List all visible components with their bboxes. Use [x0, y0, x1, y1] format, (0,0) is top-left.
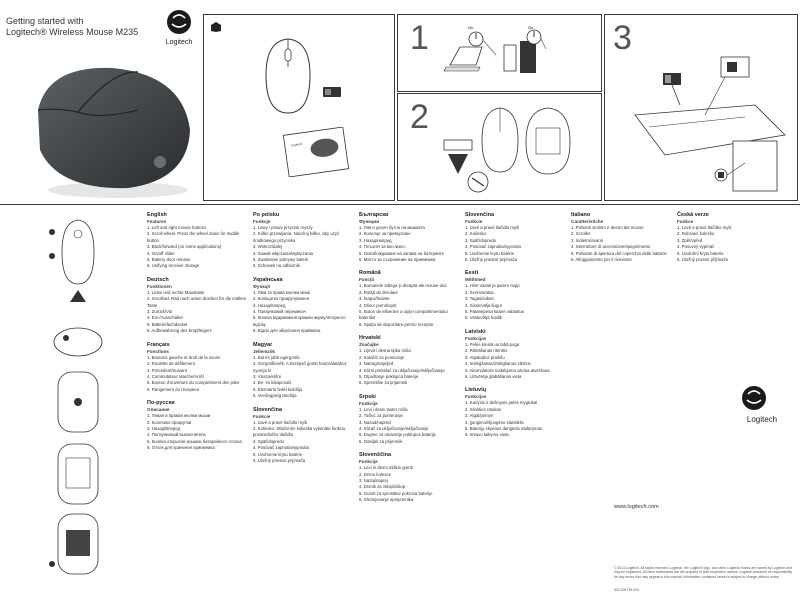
list-item: 5. Освобождаване на капака на батериите [359, 250, 445, 256]
lang-subtitle: Značajke [359, 342, 379, 348]
lang-subtitle: Функции [359, 219, 380, 224]
legal-text: © 2013 Logitech. All rights reserved. Logitech, the Logitech logo, and other Logitech marks are owned by Logitech and may be registered. All other trademarks are the property of their respective owners. Logitech assumes no responsibility for any errors that may appear in this manual. Information contained herein is subject to change without notice. [614, 566, 793, 579]
list-item: 1. Bal és jobb egérgomb [253, 354, 300, 360]
lang-subtitle: Caratteristiche [571, 219, 604, 224]
lang-name: Français [147, 341, 170, 348]
list-item: 6. Vevőegység tárolója [253, 393, 297, 399]
lang-name: Lietuvių [465, 387, 487, 394]
list-item: 3. Zpět/vpřed [677, 237, 703, 243]
list-item: 1. Butoanele stânga şi dreapta ale mouse-ului [359, 283, 447, 289]
lang-block-ukrainian [253, 277, 355, 335]
logitech-logo-top [160, 8, 198, 48]
list-item: 5. Uvoľnenie krytu batérie [465, 250, 515, 256]
lang-subtitle: Funktionen [147, 283, 172, 289]
list-item: 4. Commutateur Marche/Arrêt [147, 373, 204, 379]
website-link[interactable]: www.logitech.com [614, 504, 659, 510]
lang-block-italiano [571, 212, 673, 263]
list-item: 5. Gumb za sprostitev pokrova baterije [359, 490, 433, 496]
list-item: 6. Odeljak za prijemnik [359, 438, 403, 444]
list-item: 4. Повзунковий перемикач [253, 309, 306, 315]
list-item: 4. Klizač za uključivanje/isključivanje [359, 425, 429, 431]
list-item: 4. Glisor pornit/oprit [359, 302, 397, 308]
logitech-logo-icon [736, 384, 786, 426]
step2-number: 2 [410, 98, 429, 136]
list-item: 2. Scroll wheel. Press the wheel down for middle button [147, 231, 240, 243]
list-item: 2. Коліщатко прокручування [253, 296, 309, 302]
list-item: 6. Úložný prostor přijímače [677, 257, 729, 263]
list-item: 5. Zwalnianie pokrywy baterii [253, 257, 309, 263]
list-item: 5. Uvolnění krytu baterie [677, 250, 724, 256]
list-item: 4. Плъзгач за вкл./изкл. [359, 244, 406, 250]
lang-name: Українська [253, 276, 283, 283]
lang-name: Eesti [465, 270, 479, 277]
lang-name: Slovenščina [359, 452, 392, 459]
list-item: 1. Ляв и десен бутон на мишката [359, 225, 425, 230]
list-item: 4. Posúvač zapnutia/vypnutia [465, 244, 521, 250]
list-item: 3. Back/forward (on some applications) [147, 244, 222, 250]
lang-column-6 [677, 212, 779, 270]
lang-subtitle: Funkce [677, 219, 694, 224]
lang-block-slovenscina [359, 452, 461, 503]
list-item: 6. Unifying receiver storage [147, 263, 200, 269]
list-item: 6. Úložný priestor prijímača [465, 257, 518, 263]
on-label-b: On [528, 25, 534, 30]
box-icon [210, 21, 222, 33]
list-item: 5. Кнопка відкривання кришки акумуляторного відсіку [253, 315, 346, 327]
step1-panel [397, 14, 602, 92]
list-item: 1. Pulsanti sinistro e destro del mouse [571, 225, 644, 230]
booklet-icon [280, 127, 350, 177]
list-item: 4. Drsnik za vklop/izklop [359, 484, 406, 490]
lang-name: English [147, 212, 167, 218]
list-item: 4. Įjungimo/išjungimo slankiklis [465, 419, 524, 425]
list-item: 2. Točkić za pomeranje [359, 413, 403, 419]
list-item: 4. Ieslēgšanas/izslēgšanas slēdzis [465, 361, 531, 367]
lang-block-francais [147, 342, 249, 393]
lang-block-bulgarian [359, 212, 461, 263]
list-item: 6. Място за съхранение на приемника [359, 257, 436, 263]
list-item: 1. Hiire vasak ja parem nupp [465, 283, 520, 289]
cover-title-line2: Logitech® Wireless Mouse M235 [6, 27, 139, 37]
list-item: 1. Lijeva i desna tipka miša [359, 348, 411, 354]
step3-panel [604, 14, 798, 201]
list-item: 3. Tagasi/edasi [465, 296, 494, 302]
lang-name: Română [359, 270, 381, 277]
lang-name: По-русски [147, 400, 175, 407]
list-item: 6. Aufbewahrung des Empfängers [147, 328, 212, 334]
list-item: 1. Ліва та права кнопки миші [253, 289, 310, 295]
lang-block-srpski [359, 394, 461, 445]
mouse-top-view-icon [264, 37, 312, 115]
lang-subtitle: Features [147, 219, 167, 224]
step1-number: 1 [410, 19, 429, 57]
list-item: 3. Indietro/avanti [571, 237, 603, 243]
lang-block-cesky [677, 212, 779, 263]
mouse-hero-image [18, 50, 198, 200]
list-item: 2. Görgetőkerék. A középső gomb használatához nyomja le [253, 361, 347, 373]
list-item: 3. Zurück/Vor [147, 309, 173, 315]
step3-illustration [625, 45, 791, 195]
feature-illustrations [46, 212, 106, 592]
list-item: 5. Bouton d'ouverture du compartiment des piles [147, 380, 240, 386]
lang-subtitle: Funcţii [359, 277, 375, 283]
lang-column-2 [253, 212, 355, 471]
list-item: 6. Alloggiamento per il ricevitore [571, 257, 632, 263]
part-number: 620-004735.003 [614, 588, 639, 592]
list-item: 5. Baterijų skyriaus dangtelio atidarymas [465, 425, 543, 431]
list-item: 4. Suwak włączania/wyłączania [253, 250, 313, 256]
lang-column-1 [147, 212, 249, 459]
list-item: 4. Klizni prekidač za uključivanje/isključivanje [359, 367, 445, 373]
list-item: 6. Vastuvõtja hoidik [465, 315, 502, 321]
logitech-logo-icon [160, 8, 198, 48]
list-item: 2. Колелце за превъртане [359, 231, 411, 237]
lang-name: Latviski [465, 328, 486, 335]
list-item: 2. Scrollrad. Rad nach unten drücken für die mittlere Taste [147, 296, 247, 308]
list-item: 1. Levi i desni taster miša [359, 406, 408, 412]
lang-block-latviski [465, 329, 567, 380]
list-item: 4. Ein-/Ausschalter [147, 315, 184, 321]
list-item: 4. Posúvač zapnutia/vypnutia [253, 445, 309, 451]
list-item: 5. Akumulatora nodalījuma vāciņa atvēršana [465, 367, 550, 373]
logo-text: Logitech [165, 39, 193, 46]
list-item: 3. Späť/dopredu [465, 237, 496, 243]
list-item: 3. Précédent/Suivant [147, 367, 187, 373]
step2-illustration [438, 102, 598, 198]
list-item: 2. Ritināšanas ritenītis [465, 348, 508, 354]
step2-panel [397, 93, 602, 201]
lang-subtitle: Funkcije [359, 400, 378, 406]
bottom-divider [0, 204, 800, 205]
list-item: 3. Nazad/napred [359, 419, 391, 425]
list-item: 1. Kairysis ir dešinysis pelės mygtukai [465, 400, 538, 406]
list-item: 5. Pulsante di apertura del coperchio delle batterie [571, 250, 667, 256]
lang-subtitle: Funkcie [465, 219, 483, 224]
lang-subtitle: Описание [147, 407, 170, 413]
lang-block-deutsch [147, 277, 249, 335]
lang-name: Slovenčina [253, 406, 283, 413]
list-item: 1. Levi in desni miškin gumb [359, 465, 413, 471]
list-item: 1. Left and right mouse buttons [147, 225, 207, 230]
logo-text-bottom: Logitech [746, 415, 778, 424]
list-item: 2. Kerimisratas [465, 289, 494, 295]
lang-subtitle: Функції [253, 283, 270, 289]
list-item: 3. Назад/Вперед [147, 425, 181, 431]
lang-subtitle: Funkcijos [465, 394, 487, 400]
list-item: 4. Be- és kikapcsoló [253, 380, 292, 386]
list-item: 2. Slinkties ratukas [465, 406, 502, 412]
list-item: 3. Vissza/előre [253, 373, 282, 379]
lang-name: Deutsch [147, 276, 169, 283]
list-item: 5. Battery door release [147, 257, 191, 263]
lang-block-magyar [253, 342, 355, 400]
lang-name: Magyar [253, 341, 273, 348]
list-item: 5. Dugme za otvaranje poklopca baterije [359, 432, 436, 438]
list-item: 5. Elemtartó fedél kioldója [253, 386, 303, 392]
list-item: 3. Späť/dopredu [253, 438, 284, 444]
on-label-a: On [468, 25, 474, 30]
mouse-hero-icon [18, 50, 198, 200]
list-item: 3. Назад/вперед [253, 302, 286, 308]
lang-subtitle: Funkcije [359, 459, 378, 465]
list-item: 6. Spaţiu de depozitare pentru receptor [359, 321, 434, 327]
list-item: 4. Ползунковый выключатель [147, 432, 206, 438]
lang-name: Български [359, 212, 389, 218]
lang-block-polski [253, 212, 355, 270]
lang-column-4 [465, 212, 567, 446]
step1-illustration [442, 25, 592, 87]
list-item: 6. Schowek na odbiornik [253, 263, 300, 269]
list-item: 5. Кнопка открытия крышки батарейного отсека [147, 438, 242, 444]
list-item: 5. Batteriefachdeckel [147, 321, 188, 327]
list-item: 1. Ľavé a pravé tlačidlo myši [465, 225, 520, 230]
list-item: 1. Lewy i prawy przycisk myszy [253, 225, 313, 230]
lang-subtitle: Jellemzők [253, 348, 275, 354]
receiver-icon [322, 85, 344, 99]
list-item: 6. Відсік для зберігання приймача [253, 328, 321, 334]
contents-panel [203, 14, 395, 201]
lang-block-russian [147, 400, 249, 451]
list-item: 5. Patareipesa kaane vabastus [465, 309, 525, 315]
list-item: 2. Koliesko. Stlačením kolieska vykonáte funkciu prostredného tlačidla [253, 425, 346, 438]
cover-title-line1: Getting started with [6, 16, 84, 26]
list-item: 5. Uvoľnenie krytu batérie [253, 451, 303, 457]
lang-name: Česká verze [677, 212, 709, 218]
feature-diagram-icons [46, 212, 106, 592]
list-item: 2. Kółko przewijania. Naciśnij kółko, aby użyć środkowego przycisku [253, 231, 340, 243]
lang-block-eesti [465, 270, 567, 321]
list-item: 3. Nazaj/naprej [359, 477, 388, 483]
lang-block-slovencina-2 [465, 212, 567, 263]
list-item: 2. Roulette de défilement [147, 361, 195, 367]
list-item: 6. Uztvērēja glabāšanas vieta [465, 373, 522, 379]
lang-block-romana [359, 270, 461, 328]
list-item: 1. Peles kreisā un labā poga [465, 341, 520, 347]
list-item: 6. Úložný priestor prijímača [253, 457, 306, 463]
lang-name: Italiano [571, 212, 591, 218]
list-item: 1. Левая и правая кнопки мыши [147, 413, 211, 419]
lang-subtitle: Fonctions [147, 348, 169, 354]
list-item: 4. Interruttore di accensione/spegnimento [571, 244, 651, 250]
lang-block-slovencina [253, 407, 355, 465]
list-item: 4. Posuvný vypínač [677, 244, 715, 250]
list-item: 2. Rolovací kolečko [677, 231, 715, 237]
list-item: 3. Wstecz/dalej [253, 244, 283, 250]
list-item: 6. Spremište za prijamnik [359, 380, 408, 386]
list-item: 3. Înapoi/înainte [359, 296, 390, 302]
list-item: 6. Imtuvo laikymo vieta [465, 432, 509, 438]
list-item: 2. Rotiţă de derulare [359, 289, 398, 295]
lang-block-lietuviu [465, 387, 567, 438]
list-item: 6. Shranjevanje sprejemnika [359, 497, 414, 503]
list-item: 2. Колесико прокрутки [147, 419, 192, 425]
lang-subtitle: Mõõtmed [465, 277, 486, 283]
list-item: 1. Linke und rechte Maustaste [147, 289, 205, 295]
lang-subtitle: Funkcie [253, 413, 271, 419]
lang-subtitle: Funkcijas [465, 335, 487, 341]
list-item: 3. Natrag/naprijed [359, 361, 394, 367]
cover-title [6, 16, 146, 38]
lang-name: Srpski [359, 393, 376, 400]
list-item: 3. Atgal/pirmyn [465, 413, 494, 419]
lang-name: Hrvatski [359, 335, 381, 342]
list-item: 1. Ľavé a pravé tlačidlo myši [253, 419, 308, 425]
list-item: 3. Atpakaļ/uz priekšu [465, 354, 505, 360]
list-item: 4. Sisse/välja liugur [465, 302, 503, 308]
list-item: 2. Scroller [571, 231, 591, 237]
lang-column-5 [571, 212, 673, 270]
logitech-logo-bottom [736, 384, 786, 426]
list-item: 4. On/off slider [147, 250, 175, 256]
step3-number: 3 [613, 19, 632, 57]
lang-block-english [147, 212, 249, 270]
svg-text:Logitech: Logitech [290, 141, 303, 148]
list-item: 2. Koliesko [465, 231, 487, 237]
lang-block-hrvatski [359, 335, 461, 386]
list-item: 6. Отсек для хранения приемника [147, 445, 215, 451]
list-item: 5. Buton de eliberare a uşiţei compartimentului bateriilor [359, 309, 448, 321]
lang-name: Slovenčina [465, 212, 495, 218]
lang-subtitle: Funkcje [253, 219, 271, 224]
lang-name: Po polsku [253, 212, 280, 218]
list-item: 2. Drsno kolesce [359, 471, 392, 477]
list-item: 3. Назад/напред [359, 237, 392, 243]
list-item: 6. Rangement du récepteur [147, 386, 200, 392]
list-item: 1. Levé a pravé tlačítko myši [677, 225, 732, 230]
lang-column-3 [359, 212, 461, 511]
list-item: 5. Otpuštanje poklopca baterije [359, 373, 419, 379]
list-item: 2. Kotačić za pomicanje [359, 354, 405, 360]
list-item: 1. Boutons gauche et droit de la souris [147, 354, 221, 360]
